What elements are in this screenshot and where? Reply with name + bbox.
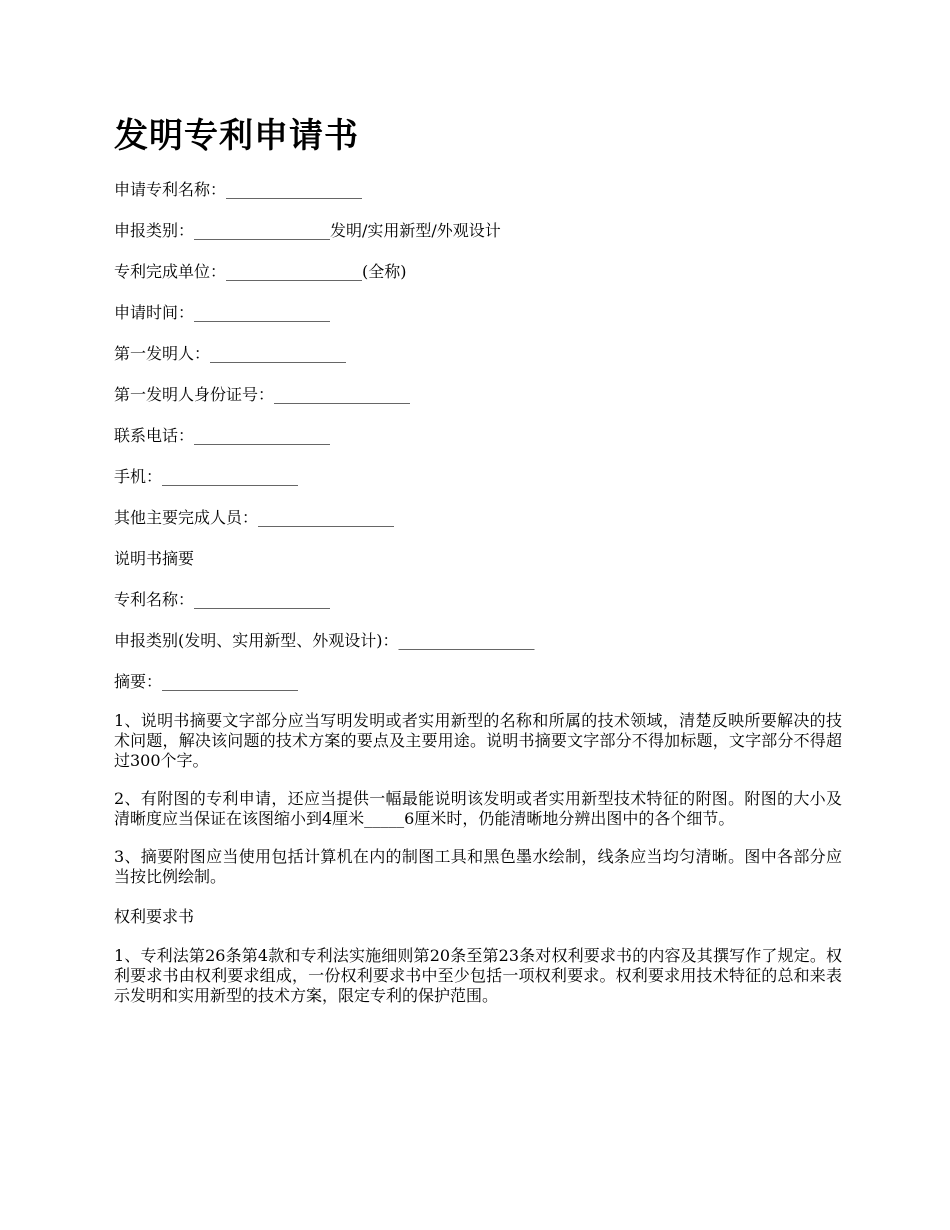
document-title: 发明专利申请书 bbox=[114, 116, 359, 156]
field-first-inventor: 第一发明人：_________________ bbox=[114, 344, 347, 363]
blank-line: _________________ bbox=[210, 344, 347, 363]
abstract-paragraph: 2、有附图的专利申请，还应当提供一幅最能说明该发明或者实用新型技术特征的附图。附图的大小及清晰度应当保证在该图缩小到4厘米_____6厘米时，仍能清晰地分辨出图中的各个细节。 bbox=[114, 789, 842, 828]
field-patent-name: 申请专利名称：_________________ bbox=[114, 180, 363, 199]
field-abstract-patent-name: 专利名称：_________________ bbox=[114, 590, 331, 609]
blank-line: _________________ bbox=[226, 180, 363, 199]
blank-line: _________________ bbox=[258, 508, 395, 527]
blank-line: _________________ bbox=[162, 467, 299, 486]
field-completing-unit: 专利完成单位：_________________(全称) bbox=[114, 262, 407, 281]
field-abstract-category: 申报类别(发明、实用新型、外观设计)：_________________ bbox=[114, 631, 535, 650]
field-inventor-id: 第一发明人身份证号：_________________ bbox=[114, 385, 411, 404]
field-other-members: 其他主要完成人员：_________________ bbox=[114, 508, 395, 527]
field-application-date: 申请时间：_________________ bbox=[114, 303, 331, 322]
field-mobile: 手机：_________________ bbox=[114, 467, 299, 486]
blank-line: _________________ bbox=[194, 303, 331, 322]
claims-paragraph: 1、专利法第26条第4款和专利法实施细则第20条至第23条对权利要求书的内容及其撰写作了规定。权利要求书由权利要求组成，一份权利要求书中至少包括一项权利要求。权利要求用技术特征的总和来表示发明和实用新型的技术方案，限定专利的保护范围。 bbox=[114, 946, 842, 1005]
blank-line: _________________ bbox=[194, 426, 331, 445]
section-heading-claims: 权利要求书 bbox=[114, 907, 195, 926]
document-page bbox=[114, 112, 842, 1024]
blank-line: _________________ bbox=[162, 672, 299, 691]
blank-line: _________________ bbox=[194, 590, 331, 609]
abstract-paragraph: 3、摘要附图应当使用包括计算机在内的制图工具和黑色墨水绘制，线条应当均匀清晰。图中各部分应当按比例绘制。 bbox=[114, 847, 842, 886]
field-abstract-summary: 摘要：_________________ bbox=[114, 672, 299, 691]
section-heading-abstract: 说明书摘要 bbox=[114, 549, 195, 568]
blank-line: _________________ bbox=[194, 221, 331, 240]
abstract-paragraph: 1、说明书摘要文字部分应当写明发明或者实用新型的名称和所属的技术领域，清楚反映所要解决的技术问题，解决该问题的技术方案的要点及主要用途。说明书摘要文字部分不得加标题，文字部分不得超过300个字。 bbox=[114, 711, 842, 770]
blank-line: _________________ bbox=[274, 385, 411, 404]
field-phone: 联系电话：_________________ bbox=[114, 426, 331, 445]
blank-line: _________________ bbox=[226, 262, 363, 281]
blank-line: _________________ bbox=[398, 631, 535, 650]
field-category: 申报类别：_________________发明/实用新型/外观设计 bbox=[114, 221, 501, 240]
